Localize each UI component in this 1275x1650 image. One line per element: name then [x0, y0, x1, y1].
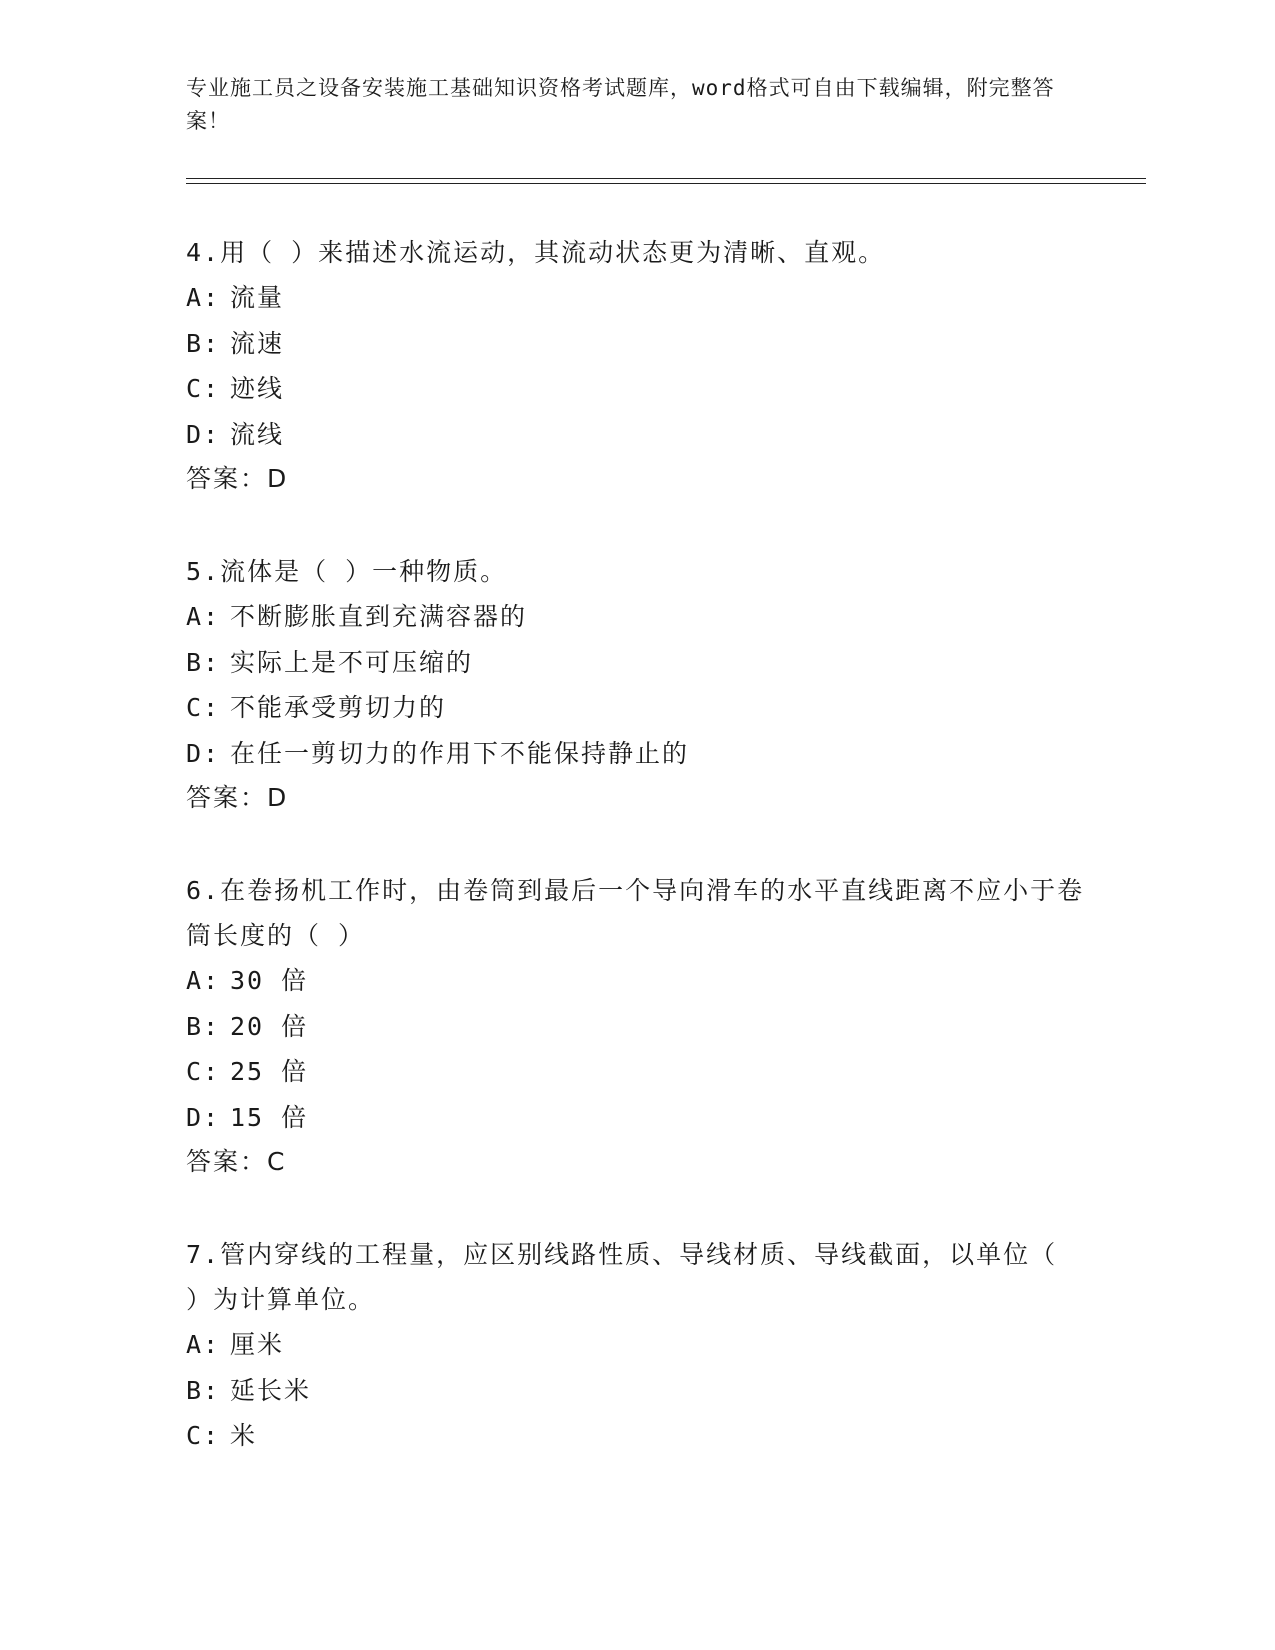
question-7: [186, 1232, 1086, 1459]
option-d: [186, 731, 1086, 777]
option-text: 延长米: [230, 1375, 312, 1405]
option-key: A:: [186, 602, 221, 631]
option-c: [186, 1049, 1086, 1095]
option-key: B:: [186, 1375, 221, 1405]
option-a: [186, 958, 1086, 1004]
option-a: [186, 594, 1086, 640]
option-key: A:: [186, 1330, 221, 1359]
option-b: [186, 321, 1086, 367]
option-text: 流线: [230, 419, 285, 449]
option-text: 厘米: [230, 1330, 285, 1359]
header-divider-bottom: [186, 183, 1146, 184]
option-text: 米: [230, 1421, 258, 1450]
option-key: D:: [186, 1102, 221, 1132]
question-5: [186, 549, 1086, 820]
header-divider-top: [186, 178, 1146, 179]
option-text: 迹线: [230, 374, 285, 403]
option-key: D:: [186, 738, 221, 768]
question-stem: 4.用（ ）来描述水流运动，其流动状态更为清晰、直观。: [186, 238, 886, 267]
document-title: 专业施工员之设备安装施工基础知识资格考试题库，word格式可自由下载编辑，附完整答案！: [186, 76, 1055, 133]
document-header: [186, 72, 1066, 138]
option-a: [186, 275, 1086, 321]
option-key: A:: [186, 966, 221, 995]
option-b: [186, 1004, 1086, 1050]
option-text: 不断膨胀直到充满容器的: [230, 602, 528, 631]
question-list: [186, 230, 1086, 1507]
answer: 答案：D: [186, 464, 289, 493]
question-4: [186, 230, 1086, 501]
option-key: C:: [186, 693, 221, 722]
option-d: [186, 412, 1086, 458]
option-c: [186, 1413, 1086, 1459]
option-text: 实际上是不可压缩的: [230, 647, 474, 677]
option-key: D:: [186, 419, 221, 449]
option-text: 25 倍: [230, 1057, 309, 1086]
option-b: [186, 640, 1086, 686]
option-text: 流量: [230, 283, 285, 312]
option-a: [186, 1322, 1086, 1368]
option-text: 20 倍: [230, 1011, 309, 1041]
option-text: 30 倍: [230, 966, 309, 995]
question-stem: 6.在卷扬机工作时，由卷筒到最后一个导向滑车的水平直线距离不应小于卷筒长度的（ ）: [186, 876, 1085, 950]
option-key: B:: [186, 328, 221, 358]
option-c: [186, 685, 1086, 731]
option-text: 不能承受剪切力的: [230, 693, 447, 722]
option-text: 流速: [230, 328, 285, 358]
option-key: C:: [186, 374, 221, 403]
question-stem: 5.流体是（ ）一种物质。: [186, 557, 508, 586]
question-6: [186, 868, 1086, 1184]
option-d: [186, 1095, 1086, 1141]
option-c: [186, 366, 1086, 412]
option-key: C:: [186, 1421, 221, 1450]
option-key: A:: [186, 283, 221, 312]
option-text: 在任一剪切力的作用下不能保持静止的: [230, 738, 690, 768]
option-key: B:: [186, 647, 221, 677]
option-b: [186, 1368, 1086, 1414]
option-text: 15 倍: [230, 1102, 309, 1132]
option-key: B:: [186, 1011, 221, 1041]
answer: 答案：C: [186, 1147, 287, 1176]
option-key: C:: [186, 1057, 221, 1086]
question-stem: 7.管内穿线的工程量，应区别线路性质、导线材质、导线截面，以单位（ ）为计算单位。: [186, 1240, 1058, 1314]
answer: 答案：D: [186, 783, 289, 812]
